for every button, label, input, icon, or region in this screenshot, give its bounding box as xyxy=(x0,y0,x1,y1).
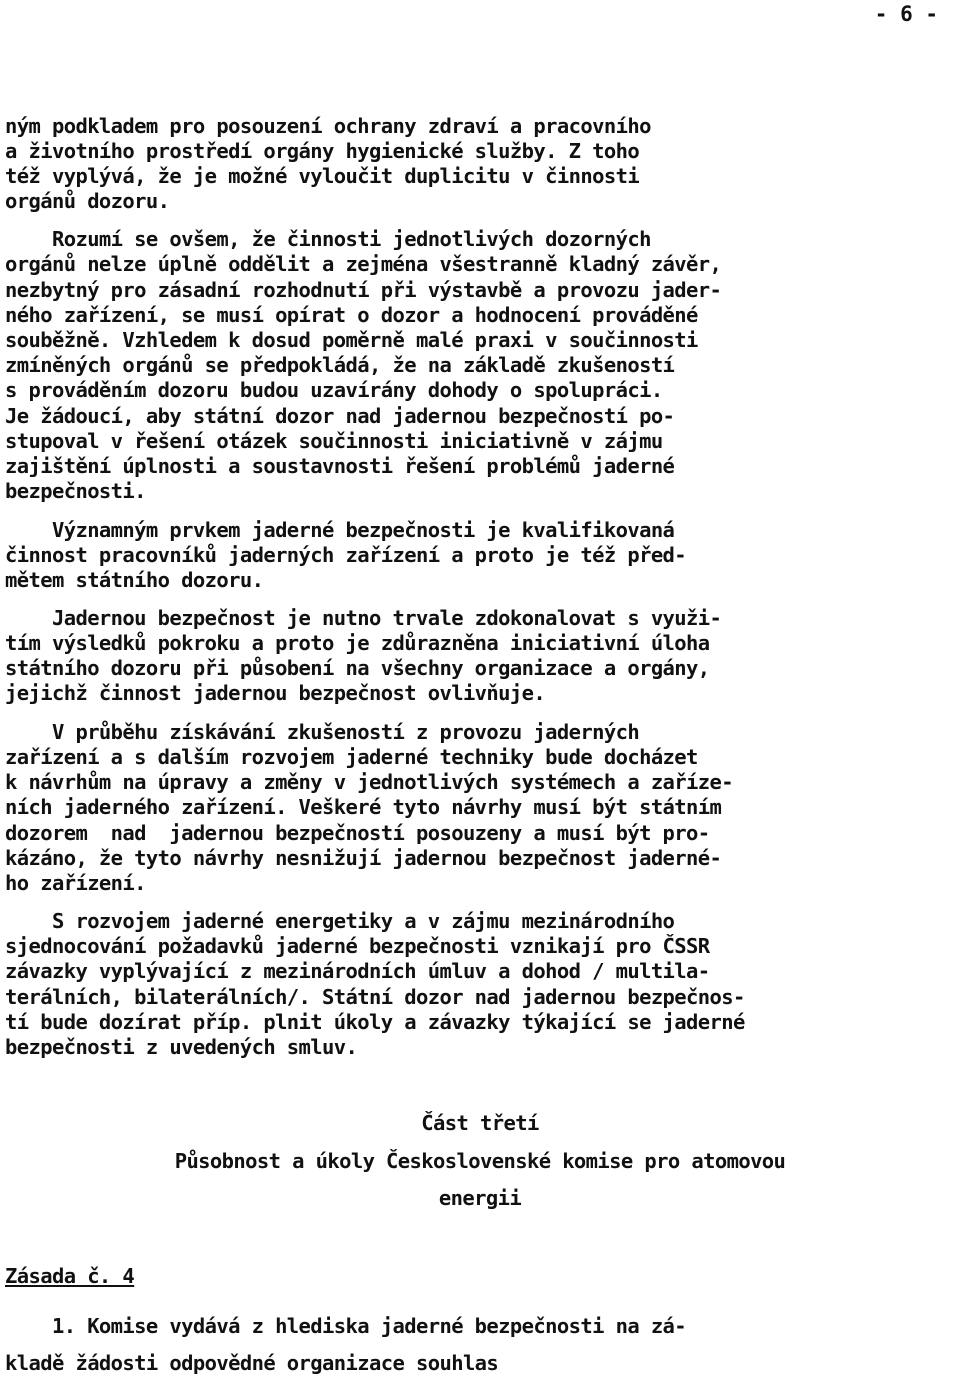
text-line: orgánů nelze úplně oddělit a zejména všestranně kladný závěr, xyxy=(5,252,722,276)
text-line: s prováděním dozoru budou uzavírány dohody o spolupráci. xyxy=(5,378,663,402)
text-line: k návrhům na úpravy a změny v jednotlivých systémech a zaříze- xyxy=(5,770,734,794)
text-line: souběžně. Vzhledem k dosud poměrně malé praxi v součinnosti xyxy=(5,328,698,352)
text-line: nezbytný pro zásadní rozhodnutí při výstavbě a provozu jader- xyxy=(5,278,722,302)
text-line: stupoval v řešení otázek součinnosti iniciativně v zájmu xyxy=(5,429,663,453)
text-line: Významným prvkem jaderné bezpečnosti je kvalifikovaná xyxy=(5,518,675,542)
page-number xyxy=(0,0,960,84)
text-line: ho zařízení. xyxy=(5,871,146,895)
text-line: bezpečnosti z uvedených smluv. xyxy=(5,1035,358,1059)
text-line: ních jaderného zařízení. Veškeré tyto návrhy musí být státním xyxy=(5,795,722,819)
text-line: mětem státního dozoru. xyxy=(5,568,264,592)
section-title-continued: energii xyxy=(438,1186,522,1210)
text-line: orgánů dozoru. xyxy=(5,189,170,213)
section-heading: Část třetí xyxy=(421,1111,539,1135)
text-line: bezpečnosti. xyxy=(5,479,146,503)
text-line: terálních, bilaterálních/. Státní dozor nad jadernou bezpečnos- xyxy=(5,985,745,1009)
text-line: tím výsledků pokroku a proto je zdůrazněna iniciativní úloha xyxy=(5,631,710,655)
text-line: kázáno, že tyto návrhy nesnižují jadernou bezpečnost jaderné- xyxy=(5,846,722,870)
text-line: závazky vyplývající z mezinárodních úmluv a dohod / multila- xyxy=(5,959,710,983)
text-line: tí bude dozírat příp. plnit úkoly a závazky týkající se jaderné xyxy=(5,1010,745,1034)
text-line: ným podkladem pro posouzení ochrany zdraví a pracovního xyxy=(5,114,651,138)
page-number-text: - 6 - xyxy=(874,2,938,26)
text-line: jejichž činnost jadernou bezpečnost ovlivňuje. xyxy=(5,681,546,705)
text-line: a životního prostředí orgány hygienické služby. Z toho xyxy=(5,139,640,163)
text-line: Jadernou bezpečnost je nutno trvale zdokonalovat s využi- xyxy=(5,606,722,630)
text-line: Je žádoucí, aby státní dozor nad jadernou bezpečností po- xyxy=(5,404,675,428)
text-line: 1. Komise vydává z hlediska jaderné bezpečnosti na zá- xyxy=(5,1314,687,1338)
text-line: ného zařízení, se musí opírat o dozor a hodnocení prováděné xyxy=(5,303,698,327)
text-line: V průběhu získávání zkušeností z provozu jaderných xyxy=(5,720,640,744)
text-line: zmíněných orgánů se předpokládá, že na základě zkušeností xyxy=(5,353,675,377)
text-line: zařízení a s dalším rozvojem jaderné techniky bude docházet xyxy=(5,745,698,769)
text-line: státního dozoru při působení na všechny organizace a orgány, xyxy=(5,656,710,680)
text-line: též vyplývá, že je možné vyloučit duplicitu v činnosti xyxy=(5,164,640,188)
principle-label: Zásada č. 4 xyxy=(5,1264,135,1288)
text-line: S rozvojem jaderné energetiky a v zájmu mezinárodního xyxy=(5,909,675,933)
text-line: dozorem nad jadernou bezpečností posouzeny a musí být pro- xyxy=(5,821,710,845)
text-line: kladě žádosti odpovědné organizace souhlas xyxy=(5,1351,499,1375)
text-line: sjednocování požadavků jaderné bezpečnosti vznikají pro ČSSR xyxy=(5,934,710,958)
text-line: zajištění úplnosti a soustavnosti řešení problémů jaderné xyxy=(5,454,675,478)
section-title: Působnost a úkoly Československé komise pro atomovou xyxy=(174,1149,786,1173)
text-line: Rozumí se ovšem, že činnosti jednotlivých dozorných xyxy=(5,227,651,251)
text-line: činnost pracovníků jaderných zařízení a proto je též před- xyxy=(5,543,687,567)
